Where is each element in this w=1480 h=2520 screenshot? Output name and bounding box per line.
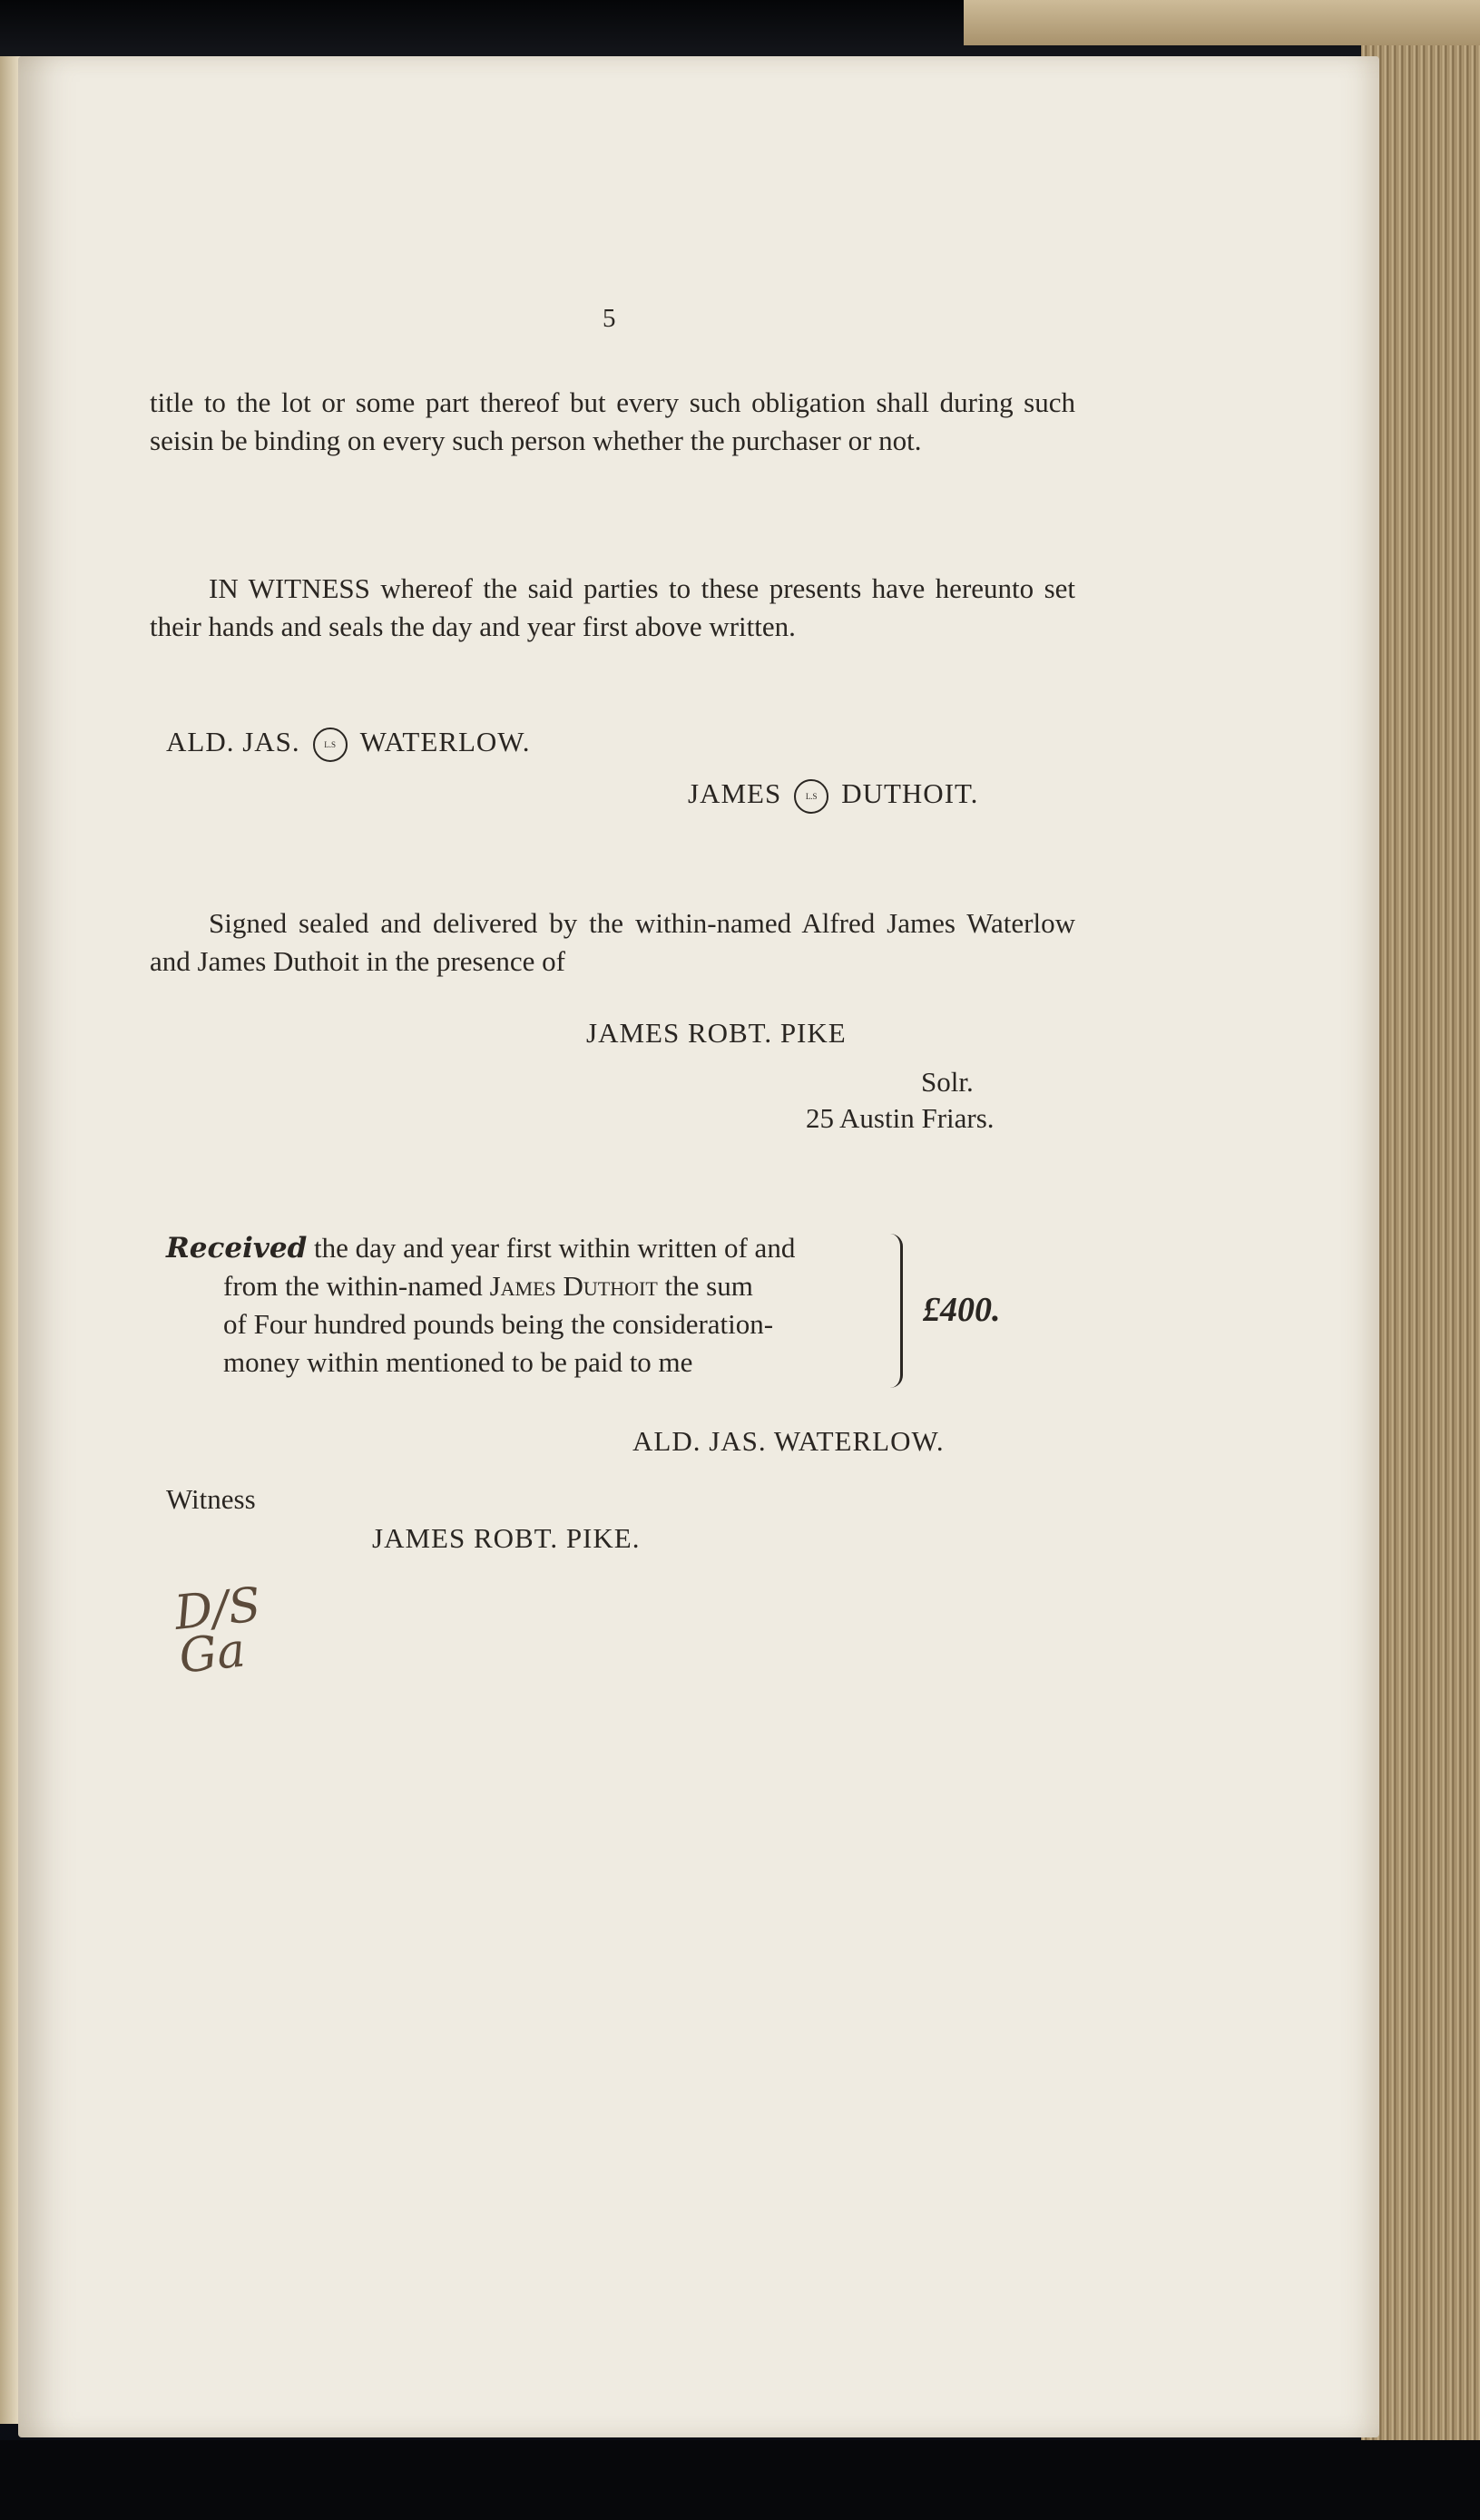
receipt-payer-name: James Duthoit [489,1270,658,1302]
receipt-line-1: Received the day and year first within written of and [166,1232,796,1265]
signature-duthoit [688,775,978,814]
receipt-line-3: of Four hundred pounds being the consideration- [223,1308,774,1340]
signature-duthoit-first-name: JAMES [688,777,782,809]
page-number: 5 [603,304,616,333]
handwritten-note: D/S Ga [172,1577,264,1685]
receipt-signature-waterlow: ALD. JAS. WATERLOW. [632,1425,945,1457]
paragraph-covenant-end: title to the lot or some part thereof but every such obligation shall during such seisin be binding on every such person whether the purchaser or not. [150,386,1075,456]
curly-brace [882,1234,903,1388]
receipt-lead-word: Received [166,1232,308,1265]
witness-signature-pike: JAMES ROBT. PIKE [586,1017,847,1049]
witness-title: Solr. [921,1066,974,1098]
paragraph-signed-sealed: Signed sealed and delivered by the within-named Alfred James Waterlow and James Duthoit in the presence of [150,907,1075,977]
torn-paper-tab [964,0,1480,45]
receipt-amount: £400. [923,1291,1001,1329]
book-binding-bottom [0,2440,1480,2520]
seal-icon: L.S [313,728,348,762]
paragraph-in-witness: IN WITNESS whereof the said parties to these presents have hereunto set their hands and seals the day and year first above written. [150,572,1075,642]
witness-signature-pike-2: JAMES ROBT. PIKE. [372,1522,641,1554]
receipt-line-2: from the within-named James Duthoit the sum [223,1270,753,1302]
signature-duthoit-surname: DUTHOIT. [841,777,979,809]
receipt-block [166,1229,865,1382]
receipt-line-4: money within mentioned to be paid to me [223,1346,693,1378]
witness-address: 25 Austin Friars. [806,1102,995,1134]
signature-waterlow-surname: WATERLOW. [359,726,531,757]
signature-waterlow-first-names: ALD. JAS. [166,726,300,757]
witness-label: Witness [166,1483,256,1515]
seal-icon: L.S [794,779,828,814]
signature-waterlow [166,723,530,762]
